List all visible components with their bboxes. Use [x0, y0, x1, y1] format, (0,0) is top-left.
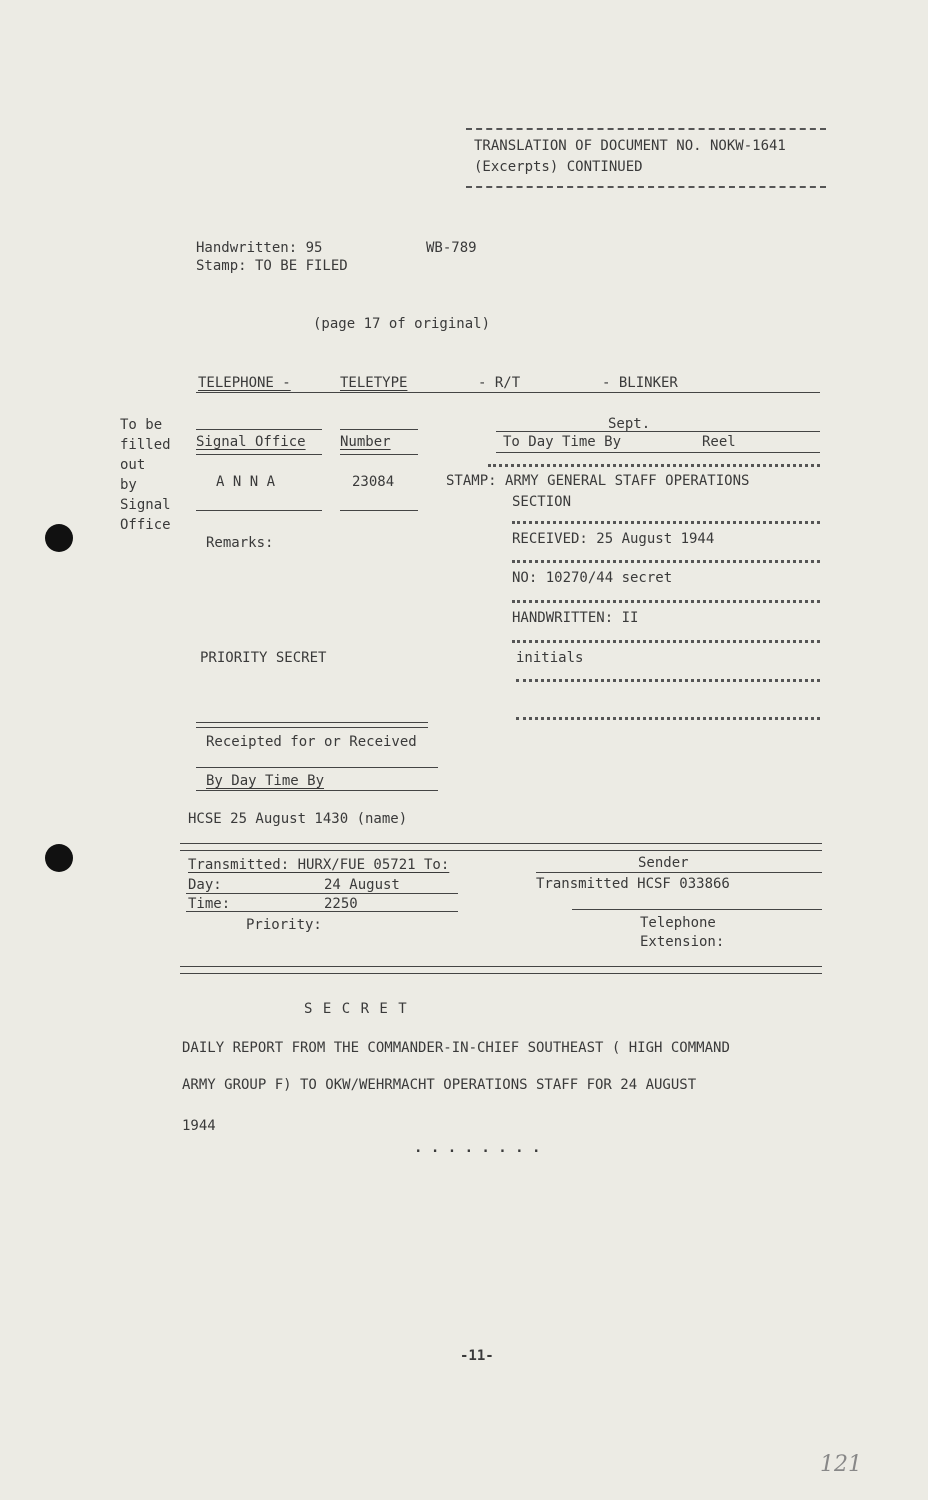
punch-hole-bottom — [45, 844, 73, 872]
signal-office-label: Signal Office — [196, 434, 306, 450]
hcse-line: HCSE 25 August 1430 (name) — [188, 811, 408, 827]
sept-rule — [496, 431, 820, 432]
transmission-bottom-rule-b — [180, 973, 822, 974]
header-title-line2: (Excerpts) CONTINUED — [474, 159, 643, 175]
signal-office-label-rule — [196, 454, 322, 455]
transmitted-line: Transmitted: HURX/FUE 05721 To: — [188, 857, 450, 873]
number-secret-line: NO: 10270/44 secret — [512, 570, 673, 586]
sender-label: Sender — [638, 855, 689, 871]
time-value: 2250 — [324, 896, 358, 912]
time-rule — [186, 911, 458, 912]
transmission-top-rule-a — [180, 843, 822, 844]
handwritten-note: Handwritten: 95 — [196, 240, 323, 256]
time-label: Time: — [188, 896, 231, 912]
sept-label: Sept. — [608, 416, 651, 432]
transmission-top-rule-b — [180, 850, 822, 851]
channel-blinker: - BLINKER — [602, 375, 678, 391]
channel-rt: - R/T — [478, 375, 521, 391]
page-number: -11- — [460, 1348, 494, 1364]
reel-label: Reel — [702, 434, 736, 450]
signal-office-value: A N N A — [216, 474, 276, 490]
received-line: RECEIVED: 25 August 1944 — [512, 531, 715, 547]
priority-label: Priority: — [246, 917, 322, 933]
stamp-note: Stamp: TO BE FILED — [196, 258, 348, 274]
header-top-rule — [466, 128, 826, 130]
header-title-line1: TRANSLATION OF DOCUMENT NO. NOKW-1641 — [474, 138, 786, 154]
sender-value: Transmitted HCSF 033866 — [536, 876, 730, 892]
by-day-time-by-label: By Day Time By — [206, 773, 325, 789]
dotted-line-6 — [516, 679, 820, 682]
number-value: 23084 — [352, 474, 395, 490]
dotted-line-2 — [512, 521, 820, 524]
punch-hole-top — [45, 524, 73, 552]
priority-secret: PRIORITY SECRET — [200, 650, 327, 666]
signal-office-value-rule — [196, 510, 322, 511]
extension-label: Extension: — [640, 934, 725, 950]
by-day-rule — [196, 790, 438, 791]
remarks-label: Remarks: — [206, 535, 274, 551]
document-code: WB-789 — [426, 240, 477, 256]
stamp-line2: SECTION — [512, 494, 572, 510]
dotted-line-3 — [512, 560, 820, 563]
header-bottom-rule — [466, 186, 826, 188]
day-value: 24 August — [324, 877, 400, 893]
to-day-time-by-label: To Day Time By — [503, 434, 622, 450]
handwritten-line: HANDWRITTEN: II — [512, 610, 639, 626]
dotted-line-5 — [512, 640, 820, 643]
secret-heading: S E C R E T — [304, 1001, 408, 1017]
report-line3: 1944 — [182, 1118, 216, 1134]
receipted-double-rule-b — [196, 727, 428, 728]
report-line1: DAILY REPORT FROM THE COMMANDER-IN-CHIEF SOUTHEAST ( HIGH COMMAND — [182, 1040, 730, 1056]
dotted-line-7 — [516, 717, 820, 720]
day-rule — [186, 893, 458, 894]
to-day-time-rule — [496, 452, 820, 453]
channel-telephone: TELEPHONE - — [198, 375, 291, 391]
number-label-rule — [340, 454, 418, 455]
page-reference: (page 17 of original) — [313, 316, 491, 332]
dotted-line-4 — [512, 600, 820, 603]
day-label: Day: — [188, 877, 222, 893]
transmission-bottom-rule-a — [180, 966, 822, 967]
receipted-label: Receipted for or Received — [206, 734, 417, 750]
number-label: Number — [340, 434, 391, 450]
receipted-rule — [196, 767, 438, 768]
number-top-rule — [340, 429, 418, 430]
dotted-line-1 — [488, 464, 820, 467]
telephone-label: Telephone — [640, 915, 716, 931]
channel-rule — [196, 392, 820, 393]
signal-office-side-label: To be filled out by Signal Office — [120, 417, 171, 533]
report-line2: ARMY GROUP F) TO OKW/WEHRMACHT OPERATIONS STAFF FOR 24 AUGUST — [182, 1077, 697, 1093]
initials-line: initials — [516, 650, 584, 666]
signal-office-top-rule — [196, 429, 322, 430]
stamp-line1: STAMP: ARMY GENERAL STAFF OPERATIONS — [446, 473, 750, 489]
pencil-mark: 121 — [820, 1452, 862, 1477]
channel-teletype: TELETYPE — [340, 375, 408, 391]
ellipsis: . . . . . . . . — [414, 1140, 541, 1156]
receipted-double-rule-a — [196, 722, 428, 723]
sender-rule — [536, 872, 822, 873]
number-value-rule — [340, 510, 418, 511]
sender-lower-rule — [572, 909, 822, 910]
